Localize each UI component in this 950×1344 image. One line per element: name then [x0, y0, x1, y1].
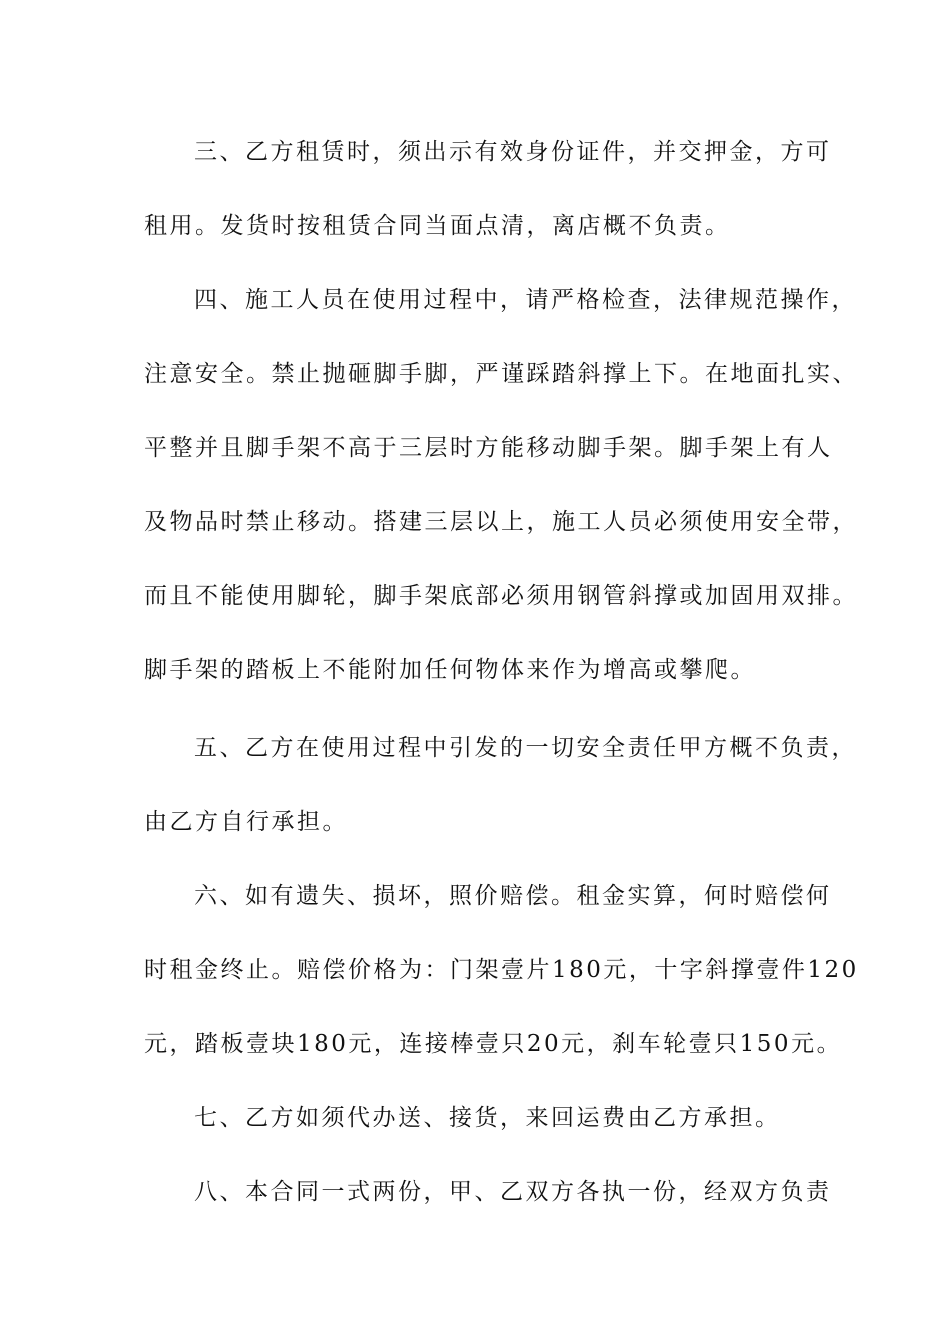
- paragraph-6-line-1: 六、如有遗失、损坏，照价赔偿。租金实算，何时赔偿何: [194, 883, 832, 909]
- paragraph-8-line-1: 八、本合同一式两份，甲、乙双方各执一份，经双方负责: [194, 1179, 832, 1205]
- paragraph-4-line-6: 脚手架的踏板上不能附加任何物体来作为增高或攀爬。: [144, 657, 756, 683]
- paragraph-3-line-2: 租用。发货时按租赁合同当面点清，离店概不负责。: [144, 213, 731, 239]
- paragraph-4-line-5: 而且不能使用脚轮，脚手架底部必须用钢管斜撑或加固用双排。: [144, 583, 858, 609]
- paragraph-4-line-3: 平整并且脚手架不高于三层时方能移动脚手架。脚手架上有人: [144, 435, 833, 461]
- paragraph-5-line-1: 五、乙方在使用过程中引发的一切安全责任甲方概不负责，: [194, 735, 857, 761]
- paragraph-4-line-1: 四、施工人员在使用过程中，请严格检查，法律规范操作，: [194, 287, 857, 313]
- paragraph-5-line-2: 由乙方自行承担。: [144, 809, 348, 835]
- paragraph-6-line-2: 时租金终止。赔偿价格为：门架壹片180元，十字斜撑壹件120: [144, 957, 859, 983]
- paragraph-3-line-1: 三、乙方租赁时，须出示有效身份证件，并交押金，方可: [194, 139, 832, 165]
- paragraph-7-line-1: 七、乙方如须代办送、接货，来回运费由乙方承担。: [194, 1105, 781, 1131]
- paragraph-4-line-2: 注意安全。禁止抛砸脚手脚，严谨踩踏斜撑上下。在地面扎实、: [144, 361, 858, 387]
- paragraph-4-line-4: 及物品时禁止移动。搭建三层以上，施工人员必须使用安全带，: [144, 509, 858, 535]
- paragraph-6-line-3: 元，踏板壹块180元，连接棒壹只20元，刹车轮壹只150元。: [144, 1031, 843, 1057]
